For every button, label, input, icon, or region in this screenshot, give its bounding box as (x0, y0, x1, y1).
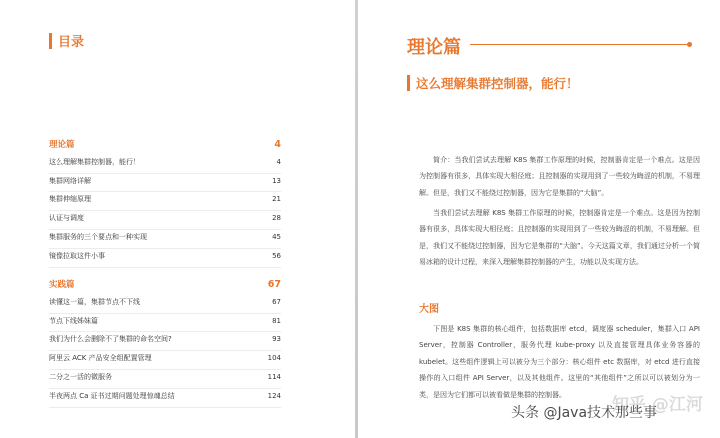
toutiao-watermark: 头条 @Java技术那些事 (511, 405, 658, 421)
toc-entry[interactable] (49, 391, 281, 410)
summary-paragraph: 简介：当我们尝试去理解 K8S 集群工作原理的时候，控制器肯定是一个难点。这是因为控制器有很多，具体实现大相径庭；且控制器的实现用到了一些较为晦涩的机制，不易理解。但是，我们又不能绕过控制器，因为它是集群的“大脑”。 (419, 156, 700, 197)
toc-entry[interactable] (49, 251, 281, 270)
toc-entry-label: 读懂这一篇，集群节点不下线 (49, 297, 140, 306)
toc-entry-label: 二分之一活的微服务 (49, 372, 112, 381)
heading-accent-bar (49, 33, 52, 49)
toc-entry-page: 124 (267, 391, 281, 400)
toc-entry[interactable] (49, 194, 281, 213)
toc-part-row[interactable] (49, 278, 281, 297)
toc-entry-page: 56 (272, 251, 281, 260)
toc-entry-page: 81 (272, 316, 281, 325)
toc-entry-label: 集群服务的三个要点和一种实现 (49, 232, 147, 241)
zhihu-watermark: 知乎 @江河 (612, 395, 703, 415)
toc-entry-page: 45 (272, 232, 281, 241)
toc-entry-page: 67 (272, 297, 281, 306)
toc-page (0, 0, 355, 438)
toc-part-page: 67 (267, 279, 281, 290)
toc-entry-page: 21 (272, 195, 281, 204)
toc-entry[interactable] (49, 297, 281, 316)
toc-title: 目录 (58, 35, 85, 50)
toc-entry[interactable] (49, 157, 281, 176)
body-paragraph: 下图是 K8S 集群的核心组件，包括数据库 etcd，调度器 scheduler，集群入口 API Server，控制器 Controller，服务代理 kube-proxy 以及直接管理具体业务容器的 kubelet。这些组件逻辑上可以被分为三个部分：核心组件 etc 数据库，对 etcd 进行直接操作的入口组件 API Server，以及其他组件。这里的“其他组件”之所以可以被划分为一类，是因为它们都可以被看做是集群的控制器。 (419, 325, 700, 399)
toc-section-practice (49, 278, 281, 410)
section-heading: 大图 (419, 304, 439, 315)
toc-entry-label: 节点下线姊妹篇 (49, 316, 98, 325)
title-rule-dot (687, 42, 692, 47)
toc-entry-label: 集群网络详解 (49, 176, 91, 185)
toc-entry[interactable] (49, 334, 281, 353)
toc-entry[interactable] (49, 372, 281, 391)
toc-entry-label: 认证与调度 (49, 214, 84, 223)
chapter-title: 这么理解集群控制器，能行！ (416, 76, 579, 91)
toc-heading (49, 31, 84, 50)
toc-part-title: 实践篇 (49, 280, 75, 290)
toc-entry[interactable] (49, 176, 281, 195)
toc-entry-label: 半夜两点 Ca 证书过期问题处理惊魂总结 (49, 391, 175, 400)
toc-entry-page: 104 (267, 354, 281, 363)
chapter-heading (407, 74, 579, 92)
toc-entry-page: 4 (276, 157, 281, 166)
toc-part-row[interactable] (49, 138, 281, 157)
toc-entry-page: 114 (267, 372, 281, 381)
intro-paragraph: 当我们尝试去理解 K8S 集群工作原理的时候，控制器肯定是一个难点。这是因为控制器有很多，具体实现大相径庭；且控制器的实现用到了一些较为晦涩的机制，不易理解。但是，我们又不能绕过控制器，因为它是集群的“大脑”。今天这篇文章，我们通过分析一个简易冰箱的设计过程，来深入理解集群控制器的产生，功能以及实现方法。 (419, 209, 700, 267)
toc-entry-page: 13 (272, 176, 281, 185)
toc-entry-label: 这么理解集群控制器，能行！ (49, 157, 140, 166)
toc-entry-label: 阿里云 ACK 产品安全组配置管理 (49, 354, 152, 363)
toc-entry[interactable] (49, 353, 281, 372)
toc-entry-label: 集群伸缩原理 (49, 195, 91, 204)
toc-entry-page: 28 (272, 214, 281, 223)
toc-section-theory (49, 138, 281, 270)
title-rule (470, 44, 690, 45)
toc-entry[interactable] (49, 232, 281, 251)
part-title: 理论篇 (407, 37, 461, 58)
toc-part-page: 4 (274, 139, 281, 150)
toc-part-title: 理论篇 (49, 140, 75, 150)
toc-entry[interactable] (49, 213, 281, 232)
content-page (358, 0, 720, 438)
toc-entry[interactable] (49, 316, 281, 335)
toc-entry-page: 93 (272, 335, 281, 344)
toc-entry-label: 镜像拉取这件小事 (49, 251, 105, 260)
toc-entry-label: 我们为什么会删除不了集群的命名空间? (49, 335, 172, 344)
heading-accent-bar (407, 75, 410, 91)
